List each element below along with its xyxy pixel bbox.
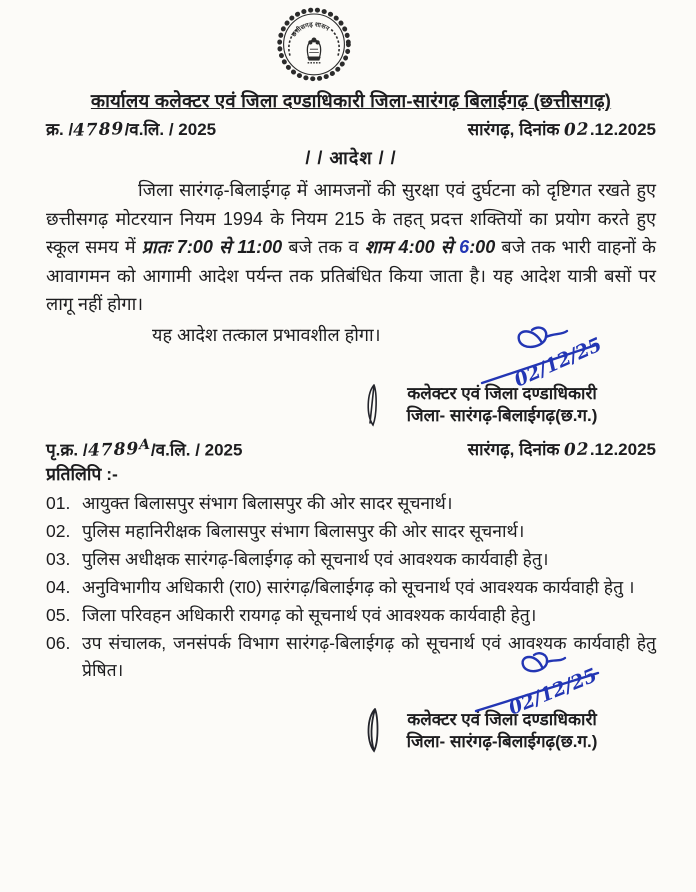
dateline-rest: .12.2025 bbox=[589, 120, 656, 139]
ref-prefix: क्र. / bbox=[46, 120, 74, 139]
place-dateline bbox=[468, 117, 656, 140]
list-item bbox=[46, 490, 656, 517]
list-item-number: 05. bbox=[46, 605, 71, 626]
endorsement-dateline bbox=[468, 437, 656, 460]
list-item bbox=[46, 602, 656, 629]
dateline-place: सारंगढ़, दिनांक bbox=[467, 120, 565, 139]
ref-suffix: /व.लि. / 2025 bbox=[124, 120, 217, 139]
handwritten-signature-icon bbox=[446, 647, 646, 721]
endorse-dateline-day-handwritten: 02 bbox=[563, 439, 591, 461]
signatory-district: जिला- सारंगढ़-बिलाईगढ़(छ.ग.) bbox=[406, 405, 598, 425]
list-item-number: 06. bbox=[46, 633, 71, 654]
list-item-text: पुलिस अधीक्षक सारंगढ़-बिलाईगढ़ को सूचनार्थ एवं आवश्यक कार्यवाही हेतु। bbox=[82, 549, 549, 570]
body-text: बजे तक भारी वाहनों के आवागमन को आगामी आदेश पर्यन्त तक प्रतिबंधित किया जाता है। यह आदेश यात्री बसों पर लागू नहीं होगा। bbox=[46, 237, 656, 314]
handwritten-corrected-digit: 6 bbox=[459, 237, 470, 257]
signature-date-scrawl: 02/12/25 bbox=[511, 333, 606, 392]
body-text: बजे तक व bbox=[282, 237, 365, 257]
reference-number bbox=[46, 117, 216, 140]
list-item-text: जिला परिवहन अधिकारी रायगढ़ को सूचनार्थ एवं आवश्यक कार्यवाही हेतु। bbox=[82, 605, 537, 626]
list-item-number: 02. bbox=[46, 521, 71, 542]
endorse-ref-suffix: /व.लि. / 2025 bbox=[150, 440, 243, 460]
signature-block-top bbox=[352, 323, 652, 427]
order-heading: / / आदेश / / bbox=[305, 148, 397, 168]
endorse-ref-prefix: पृ.क्र. / bbox=[46, 440, 88, 460]
endorse-dateline-place: सारंगढ़, दिनांक bbox=[467, 440, 565, 460]
list-item-number: 01. bbox=[46, 493, 71, 514]
evening-time-rest: :00 bbox=[469, 237, 496, 257]
ink-flourish-icon bbox=[364, 707, 382, 753]
list-item-text: आयुक्त बिलासपुर संभाग बिलासपुर की ओर सादर सूचनार्थ। bbox=[82, 493, 453, 514]
list-item-text: पुलिस महानिरीक्षक बिलासपुर संभाग बिलासपुर की ओर सादर सूचनार्थ। bbox=[82, 521, 525, 542]
signatory-designation: कलेक्टर एवं जिला दण्डाधिकारी bbox=[407, 383, 597, 403]
endorse-ref-number-handwritten: 4789 bbox=[87, 439, 140, 462]
list-item-text: अनुविभागीय अधिकारी (रा0) सारंगढ़/बिलाईगढ़ को सूचनार्थ एवं आवश्यक कार्यवाही हेतु । bbox=[82, 577, 635, 598]
list-item bbox=[46, 546, 656, 573]
reference-dateline-row bbox=[46, 117, 656, 140]
list-item-number: 03. bbox=[46, 549, 71, 570]
morning-time-range: प्रातः 7:00 से 11:00 bbox=[141, 237, 283, 257]
copies-label: प्रतिलिपि :- bbox=[46, 464, 118, 485]
evening-time-range: शाम 4:00 से bbox=[364, 237, 460, 257]
handwritten-signature-icon bbox=[446, 321, 646, 395]
endorsement-reference-number bbox=[46, 437, 242, 461]
list-item bbox=[46, 518, 656, 545]
endorse-ref-superscript: A bbox=[138, 436, 152, 453]
seal-arc-text: छत्तीसगढ़ शासन bbox=[290, 21, 331, 39]
dateline-day-handwritten: 02 bbox=[563, 119, 591, 141]
seal-icon bbox=[266, 6, 362, 86]
endorse-dateline-rest: .12.2025 bbox=[589, 440, 656, 460]
order-body-paragraph bbox=[46, 176, 656, 319]
ink-flourish-icon bbox=[364, 383, 380, 427]
list-item-number: 04. bbox=[46, 577, 71, 598]
body-text: जिला सारंगढ़-बिलाईगढ़ में आमजनों की सुरक्षा एवं दुर्घटना को दृष्टिगत रखते हुए छत्तीसगढ़ मोटरयान नियम 1994 के नियम 215 के तहत् प्रदत्त शक्तियों का प्रयोग करते हुए स्कूल समय में bbox=[46, 180, 656, 257]
effective-line: यह आदेश तत्काल प्रभावशील होगा। bbox=[152, 324, 381, 345]
signatory-designation: कलेक्टर एवं जिला दण्डाधिकारी bbox=[407, 710, 597, 730]
list-item-text: उप संचालक, जनसंपर्क विभाग सारंगढ़-बिलाईगढ़ को सूचनार्थ एवं आवश्यक कार्यवाही हेतु प्रेषित। bbox=[82, 633, 656, 681]
signature-block-bottom bbox=[352, 649, 652, 753]
list-item bbox=[46, 574, 656, 601]
ref-number-handwritten: 4789 bbox=[72, 119, 125, 141]
government-emblem-seal bbox=[266, 6, 362, 86]
signatory-district: जिला- सारंगढ़-बिलाईगढ़(छ.ग.) bbox=[406, 732, 598, 752]
endorsement-ref-row bbox=[46, 437, 656, 461]
signature-date-scrawl: 02/12/25 bbox=[505, 664, 601, 720]
office-title: कार्यालय कलेक्टर एवं जिला दण्डाधिकारी जिला-सारंगढ़ बिलाईगढ़ (छत्तीसगढ़) bbox=[90, 90, 612, 111]
